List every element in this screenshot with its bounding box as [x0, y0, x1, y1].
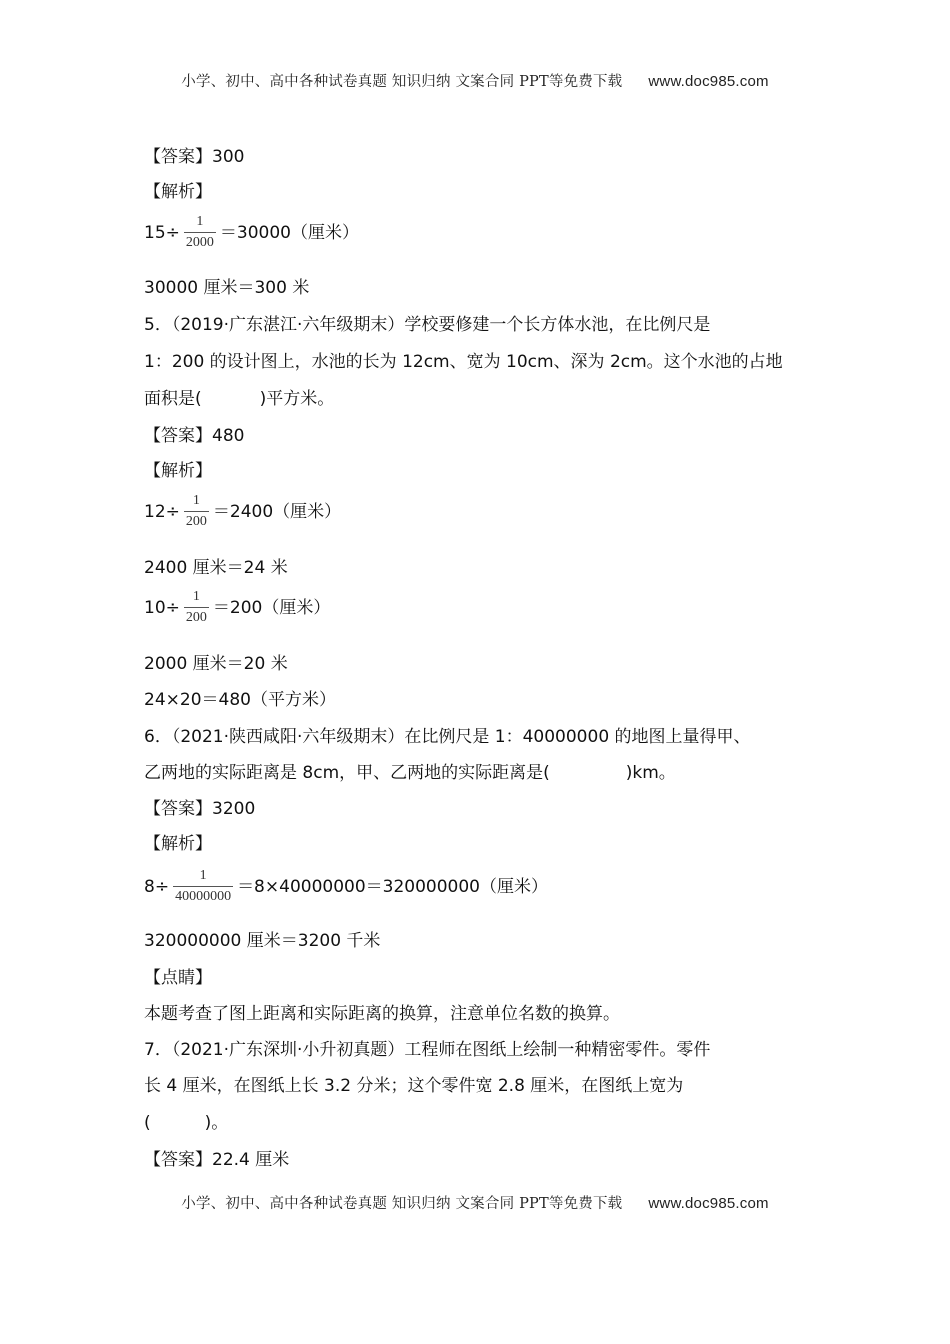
- q5-step3: [144, 589, 330, 626]
- q6-point-text: 本题考查了图上距离和实际距离的换算，注意单位名数的换算。: [144, 1004, 620, 1024]
- q6-step2: 320000000 厘米＝3200 千米: [144, 931, 381, 951]
- q4-step1: [144, 214, 359, 251]
- q7-line3-start: (: [144, 1113, 151, 1133]
- page-footer: [0, 1192, 950, 1213]
- fraction-numerator: 1: [192, 589, 200, 604]
- q5-line3-start: 面积是(: [144, 389, 202, 409]
- q5-step3-fraction: [184, 589, 209, 626]
- q5-step1: [144, 493, 341, 530]
- q6-question-line2: [144, 762, 676, 784]
- fraction-denominator: 40000000: [175, 889, 232, 904]
- q5-step3-left: 10÷: [144, 597, 180, 618]
- q5-step1-fraction: [184, 493, 209, 530]
- q5-question-line2: 1：200 的设计图上，水池的长为 12cm、宽为 10cm、深为 2cm。这个水池的占地: [144, 352, 783, 372]
- page-header: [0, 70, 950, 91]
- q5-answer: 【答案】480: [144, 426, 245, 446]
- q7-question-line2: 长 4 厘米，在图纸上长 3.2 分米；这个零件宽 2.8 厘米，在图纸上宽为: [144, 1076, 684, 1096]
- q4-answer: 【答案】300: [144, 147, 245, 167]
- q4-step1-left: 15÷: [144, 222, 180, 243]
- q4-analysis-label: 【解析】: [144, 182, 212, 202]
- fraction-denominator: 2000: [185, 235, 214, 250]
- q4-step1-right: ＝30000（厘米）: [219, 222, 359, 243]
- fraction-numerator: 1: [196, 214, 204, 229]
- q6-point-label: 【点睛】: [144, 968, 212, 988]
- fraction-denominator: 200: [185, 514, 207, 529]
- q6-question-line1: 6．（2021·陕西咸阳·六年级期末）在比例尺是 1：40000000 的地图上量得甲、: [144, 727, 751, 747]
- fraction-numerator: 1: [192, 493, 200, 508]
- header-text: 小学、初中、高中各种试卷真题 知识归纳 文案合同 PPT等免费下载: [181, 74, 623, 90]
- q6-step1: [144, 868, 548, 905]
- q5-question-line1: 5．（2019·广东湛江·六年级期末）学校要修建一个长方体水池，在比例尺是: [144, 315, 711, 335]
- fraction-numerator: 1: [199, 868, 207, 883]
- q5-step2: 2400 厘米＝24 米: [144, 558, 288, 578]
- q6-step1-fraction: [173, 868, 233, 905]
- q6-answer: 【答案】3200: [144, 799, 256, 819]
- q6-step1-left: 8÷: [144, 876, 170, 897]
- q5-question-line3: [144, 388, 334, 410]
- q6-analysis-label: 【解析】: [144, 834, 212, 854]
- q4-step1-fraction: [184, 214, 216, 251]
- q6-step1-right: ＝8×40000000＝320000000（厘米）: [237, 876, 548, 897]
- q4-step2: 30000 厘米＝300 米: [144, 278, 310, 298]
- footer-text: 小学、初中、高中各种试卷真题 知识归纳 文案合同 PPT等免费下载: [181, 1196, 623, 1212]
- q5-step3-right: ＝200（厘米）: [212, 597, 331, 618]
- q7-question-line3: [144, 1112, 228, 1134]
- q6-line2-start: 乙两地的实际距离是 8cm，甲、乙两地的实际距离是(: [144, 763, 550, 783]
- q7-line3-end: )。: [204, 1113, 229, 1133]
- q5-analysis-label: 【解析】: [144, 461, 212, 481]
- q5-step1-left: 12÷: [144, 501, 180, 522]
- footer-site: www.doc985.com: [648, 1195, 769, 1212]
- q5-line3-end: )平方米。: [259, 389, 335, 409]
- q5-step5: 24×20＝480（平方米）: [144, 690, 336, 710]
- q5-step4: 2000 厘米＝20 米: [144, 654, 288, 674]
- q5-step1-right: ＝2400（厘米）: [212, 501, 342, 522]
- fraction-denominator: 200: [185, 610, 207, 625]
- q7-question-line1: 7．（2021·广东深圳·小升初真题）工程师在图纸上绘制一种精密零件。零件: [144, 1040, 711, 1060]
- q7-answer: 【答案】22.4 厘米: [144, 1150, 290, 1170]
- header-site: www.doc985.com: [648, 73, 769, 90]
- q6-line2-end: )km。: [625, 763, 676, 783]
